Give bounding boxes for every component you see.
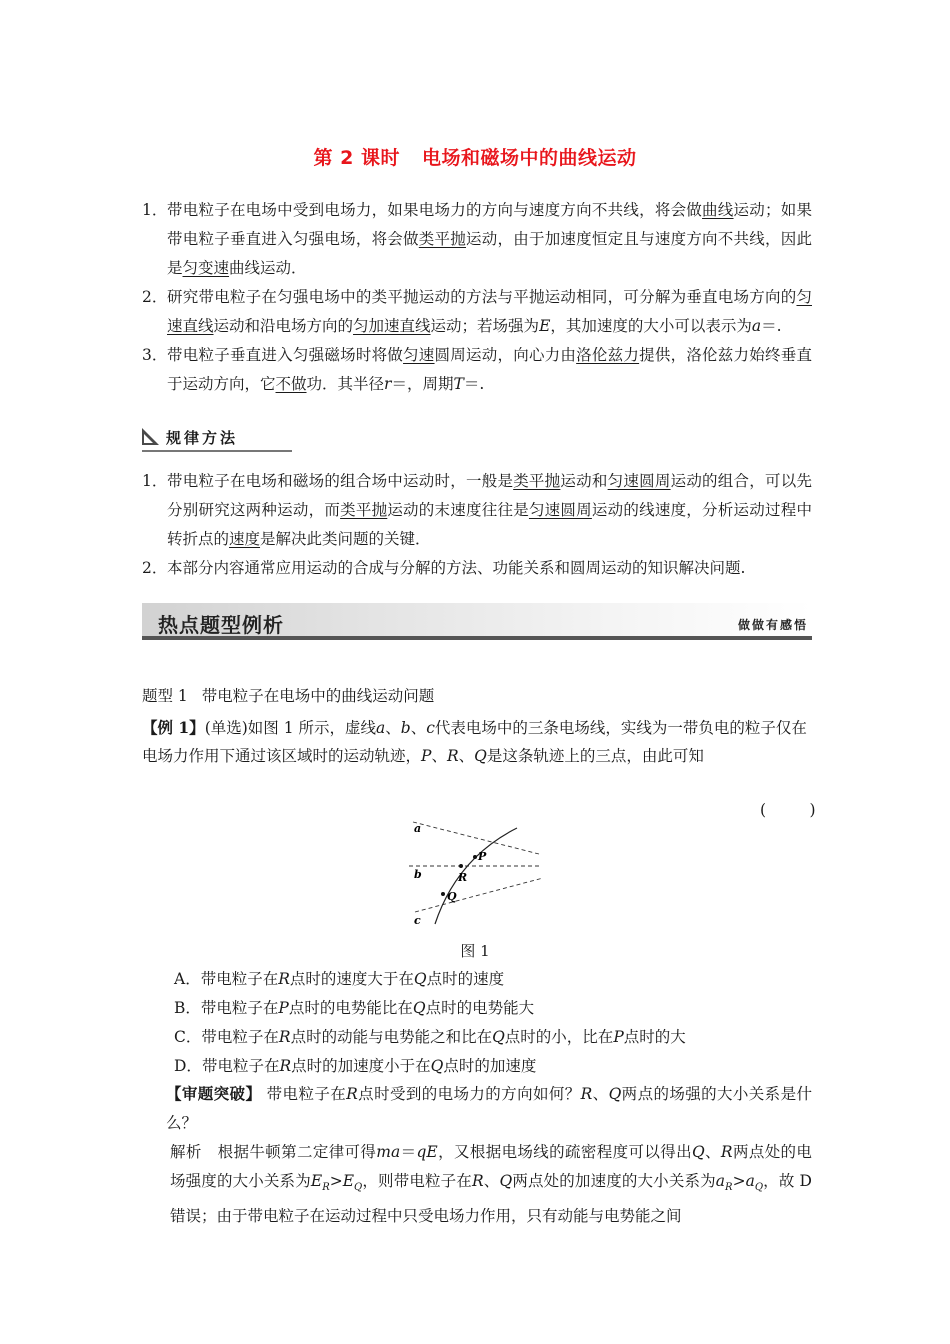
analysis-text: 解析 根据牛顿第二定律可得ma＝qE，又根据电场线的疏密程度可以得出Q、R两点处的电场强度的大小关系为$E_R>E_Q$，则带电粒子在R、Q两点处的加速度的大小关系为$a_R>a_Q$，故 D 错误；由于带电粒子在运动过程中只受电场力作用，只有动能与电势能之间 (170, 1143, 812, 1226)
topic-heading: 题型 1 带电粒子在电场中的曲线运动问题 (142, 687, 435, 705)
method-list (142, 467, 812, 583)
trajectory-curve (435, 828, 517, 924)
example-problem (142, 714, 812, 770)
label-a: a (414, 822, 422, 835)
knowledge-item-3: 3． 带电粒子垂直进入匀强磁场时将做匀速圆周运动，向心力由洛伦兹力提供，洛伦兹力始终垂直于运动方向，它不做功．其半径r＝，周期T＝. (142, 346, 812, 393)
solution-section (166, 1079, 812, 1231)
example-stem: 【例 1】(单选)如图 1 所示，虚线a、b、c代表电场中的三条电场线，实线为一带负电的粒子仅在电场力作用下通过该区域时的运动轨迹，P、R、Q是这条轨迹上的三点，由此可知 (142, 718, 807, 765)
field-line-a (413, 822, 539, 854)
blank-answer: 匀速 (403, 346, 435, 364)
banner-title: 热点题型例析 (158, 613, 284, 637)
blank-answer: 类平抛 (513, 472, 561, 490)
review-hint: 【审题突破】 带电粒子在R点时受到的电场力的方向如何？R、Q两点的场强的大小关系是什么？ (166, 1084, 812, 1132)
label-R: R (458, 871, 468, 884)
option-c: C．带电粒子在R点时的动能与电势能之和比在Q点时的小，比在P点时的大 (174, 1028, 686, 1046)
blank-answer: 类平抛 (340, 501, 388, 519)
blank-answer: 速度 (229, 530, 261, 548)
blank-answer: 洛伦兹力 (576, 346, 640, 364)
blank-answer: 匀速圆周 (607, 472, 671, 490)
label-Q: Q (447, 890, 457, 903)
label-c: c (414, 914, 421, 927)
label-P: P (478, 850, 487, 863)
header-underline (142, 450, 292, 452)
field-line-figure (407, 820, 547, 930)
title-lesson: 第 2 课时 (313, 147, 400, 169)
method-header-label: 规律方法 (166, 429, 239, 447)
page-title (0, 143, 950, 170)
blank-answer: 匀速直线 (167, 288, 812, 335)
option-b: B．带电粒子在P点时的电势能比在Q点时的电势能大 (174, 999, 535, 1017)
method-item-1: 1． 带电粒子在电场和磁场的组合场中运动时，一般是类平抛运动和匀速圆周运动的组合，可以先分别研究这两种运动，而类平抛运动的末速度往往是匀速圆周运动的线速度，分析运动过程中转折点的速度是解决此类问题的关键． (142, 472, 812, 548)
analysis-tag: 解析 (170, 1143, 202, 1161)
example-tag: 【例 1】 (142, 718, 205, 737)
answer-options (174, 965, 814, 1081)
method-item-2: 2． 本部分内容通常应用运动的合成与分解的方法、功能关系和圆周运动的知识解决问题. (142, 559, 746, 577)
blank-answer: 匀加速直线 (353, 317, 431, 335)
banner-subtitle: 做做有感悟 (737, 618, 808, 632)
blank-answer: 不做 (275, 375, 307, 393)
section-banner (142, 603, 812, 641)
figure-caption: 图 1 (460, 942, 490, 960)
label-b: b (414, 868, 422, 881)
answer-bracket: ( ) (760, 801, 830, 819)
point-R (459, 864, 463, 868)
option-d: D．带电粒子在R点时的加速度小于在Q点时的加速度 (174, 1057, 537, 1075)
knowledge-item-2: 2． 研究带电粒子在匀强电场中的类平抛运动的方法与平抛运动相同，可分解为垂直电场方向的匀速直线运动和沿电场方向的匀加速直线运动；若场强为E，其加速度的大小可以表示为a＝. (142, 288, 812, 335)
knowledge-item-1: 1． 带电粒子在电场中受到电场力，如果电场力的方向与速度方向不共线，将会做曲线运动；如果带电粒子垂直进入匀强电场，将会做类平抛运动，由于加速度恒定且与速度方向不共线，因此是匀变速曲线运动． (142, 201, 812, 277)
method-section-header (142, 424, 292, 452)
blank-answer: 匀变速 (182, 259, 230, 277)
option-a: A．带电粒子在R点时的速度大于在Q点时的速度 (174, 970, 505, 988)
knowledge-list (142, 196, 812, 399)
point-P (473, 855, 477, 859)
blank-answer: 匀速圆周 (528, 501, 592, 519)
point-Q (441, 892, 445, 896)
title-topic: 电场和磁场中的曲线运动 (421, 147, 637, 169)
blank-answer: 类平抛 (418, 230, 467, 248)
blank-answer: 曲线 (702, 201, 734, 219)
review-tag: 【审题突破】 (166, 1084, 262, 1103)
field-line-c (415, 878, 543, 912)
